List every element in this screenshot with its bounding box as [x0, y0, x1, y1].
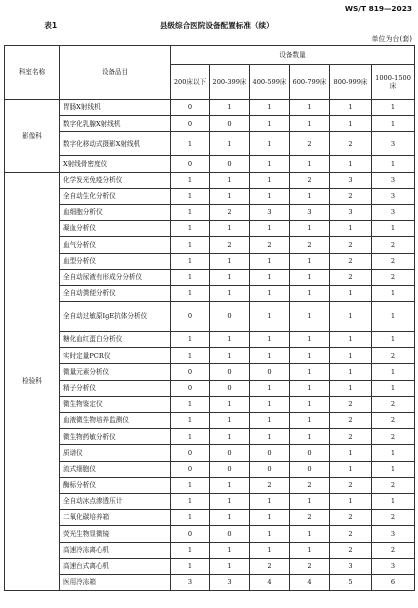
quantity-cell: 1: [330, 285, 372, 301]
quantity-cell: 1: [250, 348, 290, 364]
quantity-cell: 1: [210, 100, 250, 116]
item-cell: 实时定量PCR仪: [60, 348, 171, 364]
quantity-cell: 1: [372, 380, 415, 396]
quantity-cell: 1: [290, 396, 330, 412]
quantity-cell: 0: [171, 364, 210, 380]
quantity-cell: 0: [290, 445, 330, 461]
quantity-cell: 1: [171, 477, 210, 493]
quantity-cell: 1: [372, 364, 415, 380]
quantity-cell: 1: [290, 429, 330, 445]
quantity-cell: 1: [171, 221, 210, 237]
quantity-cell: 1: [210, 269, 250, 285]
quantity-cell: 1: [290, 269, 330, 285]
table-row: [5, 558, 415, 574]
table-row: [5, 188, 415, 204]
quantity-cell: 1: [171, 413, 210, 429]
quantity-cell: 0: [171, 302, 210, 332]
quantity-cell: 1: [250, 285, 290, 301]
quantity-cell: 1: [290, 156, 330, 172]
quantity-cell: 1: [250, 332, 290, 348]
quantity-cell: 1: [290, 302, 330, 332]
quantity-header: 设备数量: [171, 46, 415, 65]
quantity-cell: 1: [210, 493, 250, 509]
item-cell: 全自动尿液有形成分分析仪: [60, 269, 171, 285]
quantity-cell: 1: [330, 380, 372, 396]
quantity-cell: 1: [330, 364, 372, 380]
quantity-cell: 1: [372, 116, 415, 132]
item-cell: X射线骨密度仪: [60, 156, 171, 172]
table-row: [5, 396, 415, 412]
dept-cell: 影像科: [5, 100, 60, 173]
item-cell: 化学发光免疫分析仪: [60, 172, 171, 188]
item-cell: 血气分析仪: [60, 237, 171, 253]
table-row: [5, 348, 415, 364]
quantity-cell: 3: [290, 204, 330, 220]
quantity-cell: 3: [372, 558, 415, 574]
quantity-cell: 0: [171, 526, 210, 542]
quantity-cell: 2: [330, 269, 372, 285]
quantity-cell: 2: [330, 477, 372, 493]
item-cell: 二氧化碳培养箱: [60, 510, 171, 526]
quantity-cell: 1: [171, 348, 210, 364]
quantity-cell: 0: [171, 461, 210, 477]
quantity-cell: 1: [372, 156, 415, 172]
dept-header: 科室名称: [5, 46, 60, 100]
quantity-cell: 1: [372, 100, 415, 116]
quantity-cell: 1: [250, 269, 290, 285]
quantity-cell: 1: [250, 116, 290, 132]
quantity-cell: 2: [250, 237, 290, 253]
item-cell: 全自动生化分析仪: [60, 188, 171, 204]
quantity-cell: 0: [171, 156, 210, 172]
col-header: 200床以下: [171, 65, 210, 100]
table-row: [5, 380, 415, 396]
quantity-cell: 2: [290, 132, 330, 156]
quantity-cell: 1: [250, 396, 290, 412]
table-row: [5, 526, 415, 542]
quantity-cell: 1: [210, 413, 250, 429]
quantity-cell: 2: [210, 204, 250, 220]
quantity-cell: 0: [210, 526, 250, 542]
table-row: [5, 172, 415, 188]
quantity-cell: 2: [290, 172, 330, 188]
item-header: 设备品目: [60, 46, 171, 100]
table-row: [5, 445, 415, 461]
quantity-cell: 1: [330, 221, 372, 237]
quantity-cell: 2: [372, 477, 415, 493]
quantity-cell: 1: [210, 132, 250, 156]
quantity-cell: 2: [210, 237, 250, 253]
quantity-cell: 2: [372, 510, 415, 526]
item-cell: 微量元素分析仪: [60, 364, 171, 380]
item-cell: 微生物鉴定仪: [60, 396, 171, 412]
quantity-cell: 1: [290, 188, 330, 204]
table-row: [5, 237, 415, 253]
item-cell: 荧光生物显微镜: [60, 526, 171, 542]
quantity-cell: 1: [210, 221, 250, 237]
quantity-cell: 2: [330, 253, 372, 269]
quantity-cell: 2: [372, 396, 415, 412]
dept-cell: 检验科: [5, 172, 60, 591]
col-header: 200-399床: [210, 65, 250, 100]
quantity-cell: 1: [290, 116, 330, 132]
quantity-cell: 3: [210, 574, 250, 590]
quantity-cell: 1: [250, 526, 290, 542]
quantity-cell: 3: [330, 558, 372, 574]
item-cell: 全自动粪便分析仪: [60, 285, 171, 301]
quantity-cell: 0: [210, 380, 250, 396]
table-number: 表1: [44, 21, 58, 30]
quantity-cell: 1: [210, 285, 250, 301]
item-cell: 血细胞分析仪: [60, 204, 171, 220]
table-title: [0, 20, 418, 31]
table-row: [5, 156, 415, 172]
quantity-cell: 1: [290, 542, 330, 558]
quantity-cell: 1: [250, 493, 290, 509]
table-row: [5, 116, 415, 132]
equipment-table: [4, 45, 415, 591]
quantity-cell: 1: [330, 461, 372, 477]
quantity-cell: 1: [210, 396, 250, 412]
quantity-cell: 2: [290, 558, 330, 574]
quantity-cell: 2: [372, 542, 415, 558]
table-row: [5, 100, 415, 116]
item-cell: 高速冷冻离心机: [60, 542, 171, 558]
table-row: [5, 461, 415, 477]
quantity-cell: 3: [372, 204, 415, 220]
quantity-cell: 1: [210, 172, 250, 188]
quantity-cell: 1: [290, 380, 330, 396]
quantity-cell: 1: [210, 332, 250, 348]
quantity-cell: 1: [171, 332, 210, 348]
quantity-cell: 1: [290, 348, 330, 364]
quantity-cell: 1: [171, 493, 210, 509]
table-row: [5, 204, 415, 220]
quantity-cell: 2: [330, 542, 372, 558]
quantity-cell: 1: [330, 332, 372, 348]
item-cell: 微生物药敏分析仪: [60, 429, 171, 445]
col-header: 800-999床: [330, 65, 372, 100]
quantity-cell: 0: [250, 364, 290, 380]
quantity-cell: 1: [171, 510, 210, 526]
quantity-cell: 1: [250, 221, 290, 237]
quantity-cell: 2: [290, 477, 330, 493]
quantity-cell: 1: [171, 253, 210, 269]
quantity-cell: 0: [290, 461, 330, 477]
quantity-cell: 3: [372, 132, 415, 156]
quantity-cell: 2: [372, 269, 415, 285]
item-cell: 凝血分析仪: [60, 221, 171, 237]
quantity-cell: 1: [250, 172, 290, 188]
quantity-cell: 0: [210, 364, 250, 380]
quantity-cell: 1: [372, 445, 415, 461]
quantity-cell: 1: [290, 221, 330, 237]
quantity-cell: 2: [330, 237, 372, 253]
quantity-cell: 0: [171, 116, 210, 132]
quantity-cell: 3: [372, 526, 415, 542]
quantity-cell: 1: [171, 237, 210, 253]
quantity-cell: 1: [330, 493, 372, 509]
quantity-cell: 1: [290, 526, 330, 542]
quantity-cell: 0: [250, 461, 290, 477]
table-row: [5, 413, 415, 429]
table-title-text: 县级综合医院设备配置标准（续）: [159, 21, 274, 30]
item-cell: 血型分析仪: [60, 253, 171, 269]
quantity-cell: 1: [210, 348, 250, 364]
table-row: [5, 269, 415, 285]
quantity-cell: 2: [290, 510, 330, 526]
quantity-cell: 1: [210, 510, 250, 526]
quantity-cell: 0: [210, 445, 250, 461]
quantity-cell: 2: [372, 413, 415, 429]
table-row: [5, 221, 415, 237]
quantity-cell: 2: [372, 237, 415, 253]
quantity-cell: 0: [171, 380, 210, 396]
table-row: [5, 285, 415, 301]
quantity-cell: 1: [330, 116, 372, 132]
quantity-cell: 2: [372, 429, 415, 445]
quantity-cell: 2: [330, 526, 372, 542]
quantity-cell: 0: [171, 100, 210, 116]
quantity-cell: 0: [250, 445, 290, 461]
quantity-cell: 2: [250, 477, 290, 493]
quantity-cell: 1: [171, 269, 210, 285]
item-cell: 质谱仪: [60, 445, 171, 461]
quantity-cell: 1: [330, 156, 372, 172]
quantity-cell: 1: [372, 285, 415, 301]
table-row: [5, 574, 415, 590]
quantity-cell: 1: [372, 493, 415, 509]
quantity-cell: 1: [290, 413, 330, 429]
quantity-cell: 1: [290, 285, 330, 301]
table-row: [5, 542, 415, 558]
quantity-cell: 1: [171, 204, 210, 220]
quantity-cell: 0: [210, 461, 250, 477]
quantity-cell: 1: [210, 429, 250, 445]
quantity-cell: 1: [171, 132, 210, 156]
table-row: [5, 332, 415, 348]
item-cell: 数字化移动式摄影X射线机: [60, 132, 171, 156]
table-row: [5, 493, 415, 509]
col-header: 1000-1500床: [372, 65, 415, 100]
standard-number: WS/T 819—2023: [344, 4, 412, 13]
table-row: [5, 132, 415, 156]
quantity-cell: 1: [210, 477, 250, 493]
quantity-cell: 2: [372, 348, 415, 364]
quantity-cell: 1: [250, 302, 290, 332]
quantity-cell: 2: [330, 188, 372, 204]
quantity-cell: 1: [171, 558, 210, 574]
quantity-cell: 1: [330, 100, 372, 116]
quantity-cell: 2: [250, 558, 290, 574]
quantity-cell: 1: [250, 380, 290, 396]
quantity-cell: 1: [372, 302, 415, 332]
quantity-cell: 2: [330, 413, 372, 429]
quantity-cell: 1: [210, 188, 250, 204]
table-row: [5, 253, 415, 269]
quantity-cell: 1: [250, 413, 290, 429]
table-row: [5, 477, 415, 493]
quantity-cell: 3: [372, 188, 415, 204]
quantity-cell: 0: [171, 445, 210, 461]
quantity-cell: 2: [290, 237, 330, 253]
quantity-cell: 1: [372, 332, 415, 348]
quantity-cell: 1: [250, 510, 290, 526]
table-row: [5, 429, 415, 445]
item-cell: 糖化血红蛋白分析仪: [60, 332, 171, 348]
item-cell: 血液微生物培养监测仪: [60, 413, 171, 429]
quantity-cell: 1: [171, 396, 210, 412]
quantity-cell: 2: [330, 396, 372, 412]
item-cell: 全自动冰点渗透压计: [60, 493, 171, 509]
quantity-cell: 5: [330, 574, 372, 590]
quantity-cell: 1: [372, 221, 415, 237]
quantity-cell: 1: [330, 302, 372, 332]
item-cell: 流式细胞仪: [60, 461, 171, 477]
quantity-cell: 1: [210, 253, 250, 269]
quantity-cell: 1: [290, 100, 330, 116]
table-body: [5, 100, 415, 591]
quantity-cell: 1: [372, 461, 415, 477]
quantity-cell: 1: [250, 156, 290, 172]
quantity-cell: 3: [372, 172, 415, 188]
quantity-cell: 3: [250, 204, 290, 220]
quantity-cell: 2: [330, 429, 372, 445]
item-cell: 胃肠X射线机: [60, 100, 171, 116]
item-cell: 医用冷冻箱: [60, 574, 171, 590]
quantity-cell: 6: [372, 574, 415, 590]
unit-note: 单位为台(套): [371, 35, 412, 43]
quantity-cell: 4: [290, 574, 330, 590]
quantity-cell: 1: [250, 542, 290, 558]
quantity-cell: 1: [330, 445, 372, 461]
col-header: 600-799床: [290, 65, 330, 100]
item-cell: 数字化乳腺X射线机: [60, 116, 171, 132]
item-cell: 酶标分析仪: [60, 477, 171, 493]
table-row: [5, 510, 415, 526]
item-cell: 精子分析仪: [60, 380, 171, 396]
quantity-cell: 3: [330, 204, 372, 220]
quantity-cell: 1: [250, 429, 290, 445]
quantity-cell: 1: [250, 100, 290, 116]
quantity-cell: 2: [330, 510, 372, 526]
item-cell: 全自动过敏原IgE抗体分析仪: [60, 302, 171, 332]
quantity-cell: 1: [330, 348, 372, 364]
quantity-cell: 1: [290, 253, 330, 269]
quantity-cell: 0: [210, 116, 250, 132]
quantity-cell: 1: [171, 188, 210, 204]
quantity-cell: 1: [210, 558, 250, 574]
quantity-cell: 1: [290, 332, 330, 348]
quantity-cell: 1: [250, 132, 290, 156]
quantity-cell: 1: [171, 542, 210, 558]
quantity-cell: 1: [290, 364, 330, 380]
quantity-cell: 3: [330, 172, 372, 188]
item-cell: 高速台式离心机: [60, 558, 171, 574]
quantity-cell: 1: [250, 253, 290, 269]
quantity-cell: 4: [250, 574, 290, 590]
quantity-cell: 1: [210, 542, 250, 558]
col-header: 400-599床: [250, 65, 290, 100]
quantity-cell: 0: [210, 156, 250, 172]
quantity-cell: 1: [250, 188, 290, 204]
quantity-cell: 2: [372, 253, 415, 269]
quantity-cell: 1: [171, 172, 210, 188]
quantity-cell: 1: [171, 285, 210, 301]
quantity-cell: 1: [171, 429, 210, 445]
table-row: [5, 302, 415, 332]
table-row: [5, 364, 415, 380]
quantity-cell: 1: [290, 493, 330, 509]
quantity-cell: 2: [330, 132, 372, 156]
quantity-cell: 3: [171, 574, 210, 590]
quantity-cell: 0: [210, 302, 250, 332]
